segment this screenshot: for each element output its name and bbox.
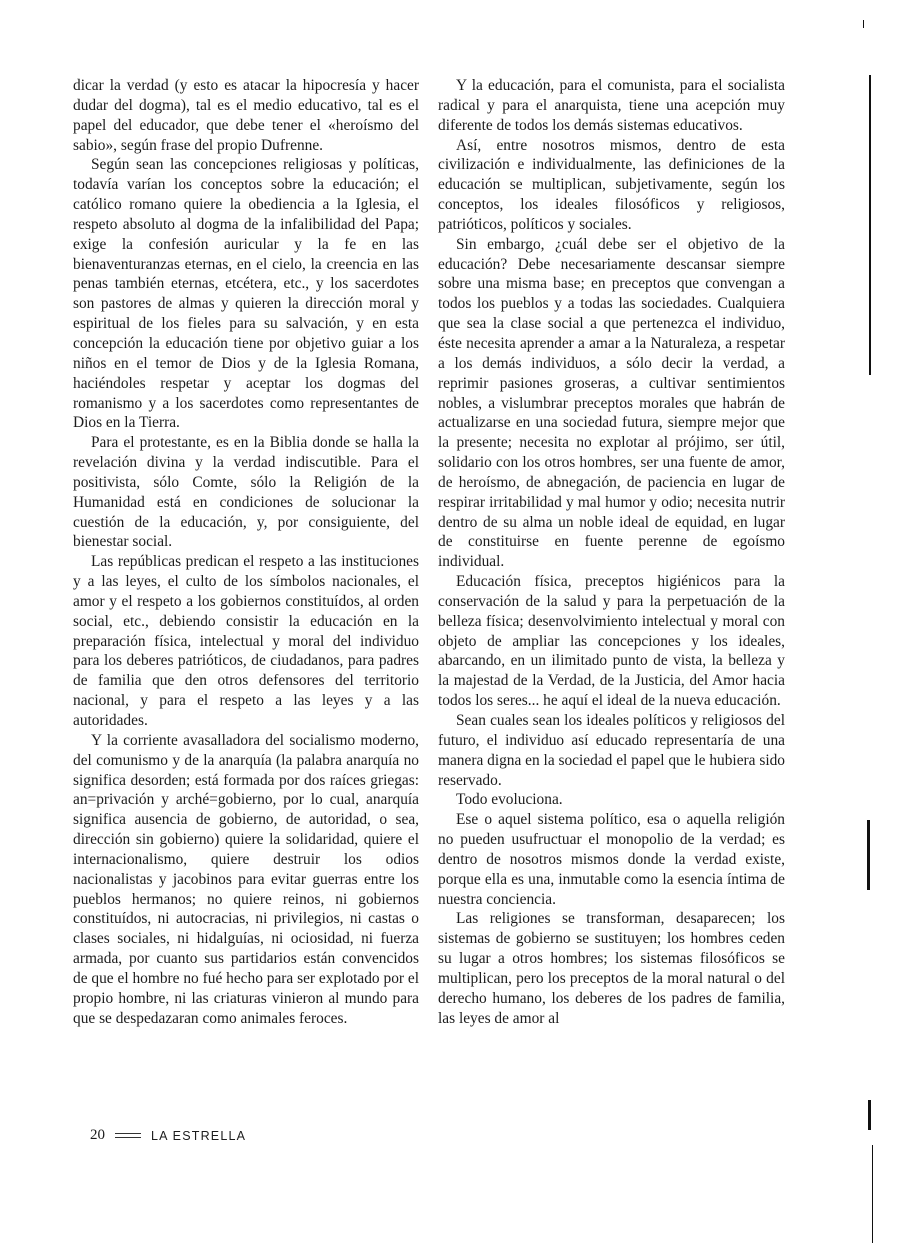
paragraph: Para el protestante, es en la Biblia donde se halla la revelación divina y la verdad indiscutible. Para el positivista, sólo Comte, sólo la Religión de la Humanidad está en condiciones de solucionar la cuestión de la educación, y, por consiguiente, del bienestar social.	[73, 434, 419, 551]
paragraph: Sean cuales sean los ideales políticos y religiosos del futuro, el individuo así educado representaría de una manera digna en la sociedad el papel que le hubiera sido reservado.	[438, 712, 786, 789]
right-column	[438, 76, 785, 1029]
paragraph: Y la educación, para el comunista, para el socialista radical y para el anarquista, tiene una acepción muy diferente de todos los demás sistemas educativos.	[438, 77, 785, 134]
paragraph: Las repúblicas predican el respeto a las instituciones y a las leyes, el culto de los símbolos nacionales, el amor y el respeto a los gobiernos constituídos, al orden social, etc., debiendo consistir la educación en la preparación física, intelectual y moral del individuo para los deberes patrióticos, de ciudadanos, para padres de familia que den otros defensores del territorio nacional, y para el respeto a las leyes y a las autoridades.	[73, 553, 419, 729]
paragraph: Todo evoluciona.	[456, 791, 563, 809]
scan-edge-mark	[867, 820, 870, 890]
paragraph: Sin embargo, ¿cuál debe ser el objetivo de la educación? Debe necesariamente descansar siempre sobre una misma base; en preceptos que convengan a todos los pueblos y a todas las sociedades. Cualquiera que sea la clase social a que pertenezca el individuo, éste necesita aprender a amar a la Naturaleza, a respetar a los demás individuos, a sólo decir la verdad, a reprimir pasiones groseras, a cultivar sentimientos nobles, a vislumbrar preceptos morales que habrán de actualizarse en una sociedad futura, siempre mejor que la presente; necesita no explotar al prójimo, ser útil, solidario con los otros hombres, ser una fuente de amor, de heroísmo, de abnegación, de paciencia en lugar de respirar irritabilidad y mal humor y odio; necesita nutrir dentro de su alma un noble ideal de equidad, en lugar de constituirse en fuente perenne de egoísmo individual.	[438, 235, 785, 571]
paragraph: Educación física, preceptos higiénicos para la conservación de la salud y para la perpetuación de la belleza física; desenvolvimiento intelectual y moral con objeto de ampliar las concepciones y los ideales, abarcando, en un ilimitado punto de vista, la belleza y la majestad de la Verdad, de la Justicia, del Amor hacia todos los seres... he aquí el ideal de la nueva educación.	[438, 573, 785, 710]
paragraph: Así, entre nosotros mismos, dentro de esta civilización e individualmente, las definiciones de la educación se multiplican, subjetivamente, según los conceptos, los ideales filosóficos y religiosos, patrióticos, políticos y sociales.	[438, 136, 785, 233]
page-number: 20	[90, 1127, 105, 1143]
paragraph: dicar la verdad (y esto es atacar la hipocresía y hacer dudar del dogma), tal es el medio educativo, tal es el papel del educador, que debe tener el «heroísmo del sabio», según frase del propio Dufrenne.	[73, 77, 419, 154]
page-footer	[90, 1127, 246, 1144]
journal-title: LA ESTRELLA	[151, 1128, 247, 1143]
paragraph: Las religiones se transforman, desaparecen; los sistemas de gobierno se sustituyen; los hombres ceden su lugar a otros hombres; los sistemas filosóficos se multiplican, pero los preceptos de la moral natural o del derecho humano, los deberes de los padres de familia, las leyes de amor al	[438, 910, 785, 1027]
footer-rule	[115, 1133, 141, 1138]
paragraph: Ese o aquel sistema político, esa o aquella religión no pueden usufructuar el monopolio de la verdad; es dentro de nosotros mismos donde la verdad existe, porque ella es una, inmutable como la esencia íntima de nuestra conciencia.	[438, 811, 785, 908]
paragraph: Según sean las concepciones religiosas y políticas, todavía varían los conceptos sobre la educación; el católico romano quiere la obediencia a la Iglesia, el respeto absoluto al dogma de la infalibilidad del Papa; exige la confesión auricular y la fe en las bienaventuranzas eternas, en el cielo, la creencia en las penas también eternas, etcétera, etc., y los sacerdotes son pastores de almas y quieren la dirección moral y espiritual de los fieles para su salvación, y en esta concepción la educación tiene por objetivo guiar a los niños en el temor de Dios y de la Iglesia Romana, haciéndoles respetar y aceptar los dogmas del romanismo y a los sacerdotes como representantes de Dios en la Tierra.	[73, 156, 419, 432]
scan-edge-mark	[872, 1145, 873, 1243]
scan-edge-mark	[868, 1100, 871, 1130]
scan-edge-mark	[869, 75, 871, 375]
paragraph: Y la corriente avasalladora del socialismo moderno, del comunismo y de la anarquía (la palabra anarquía no significa desorden; está formada por dos raíces griegas: an=privación y arché=gobierno, por lo cual, anarquía significa ausencia de gobierno, de autoridad, o sea, dirección sin gobierno) quiere la solidaridad, quiere el internacionalismo, quiere destruir los odios nacionalistas y jacobinos para evitar guerras entre los pueblos hermanos; no quiere reinos, ni gobiernos constituídos, ni autocracias, ni privilegios, ni castas o clases sociales, ni hidalguías, ni ociosidad, ni fuerza armada, por cuanto sus partidarios están convencidos de que el hombre no fué hecho para ser explotado por el propio hombre, ni las criaturas vinieron al mundo para que se despedazaran como animales feroces.	[73, 731, 419, 1027]
scan-edge-mark	[863, 20, 864, 28]
left-column	[73, 76, 419, 1029]
